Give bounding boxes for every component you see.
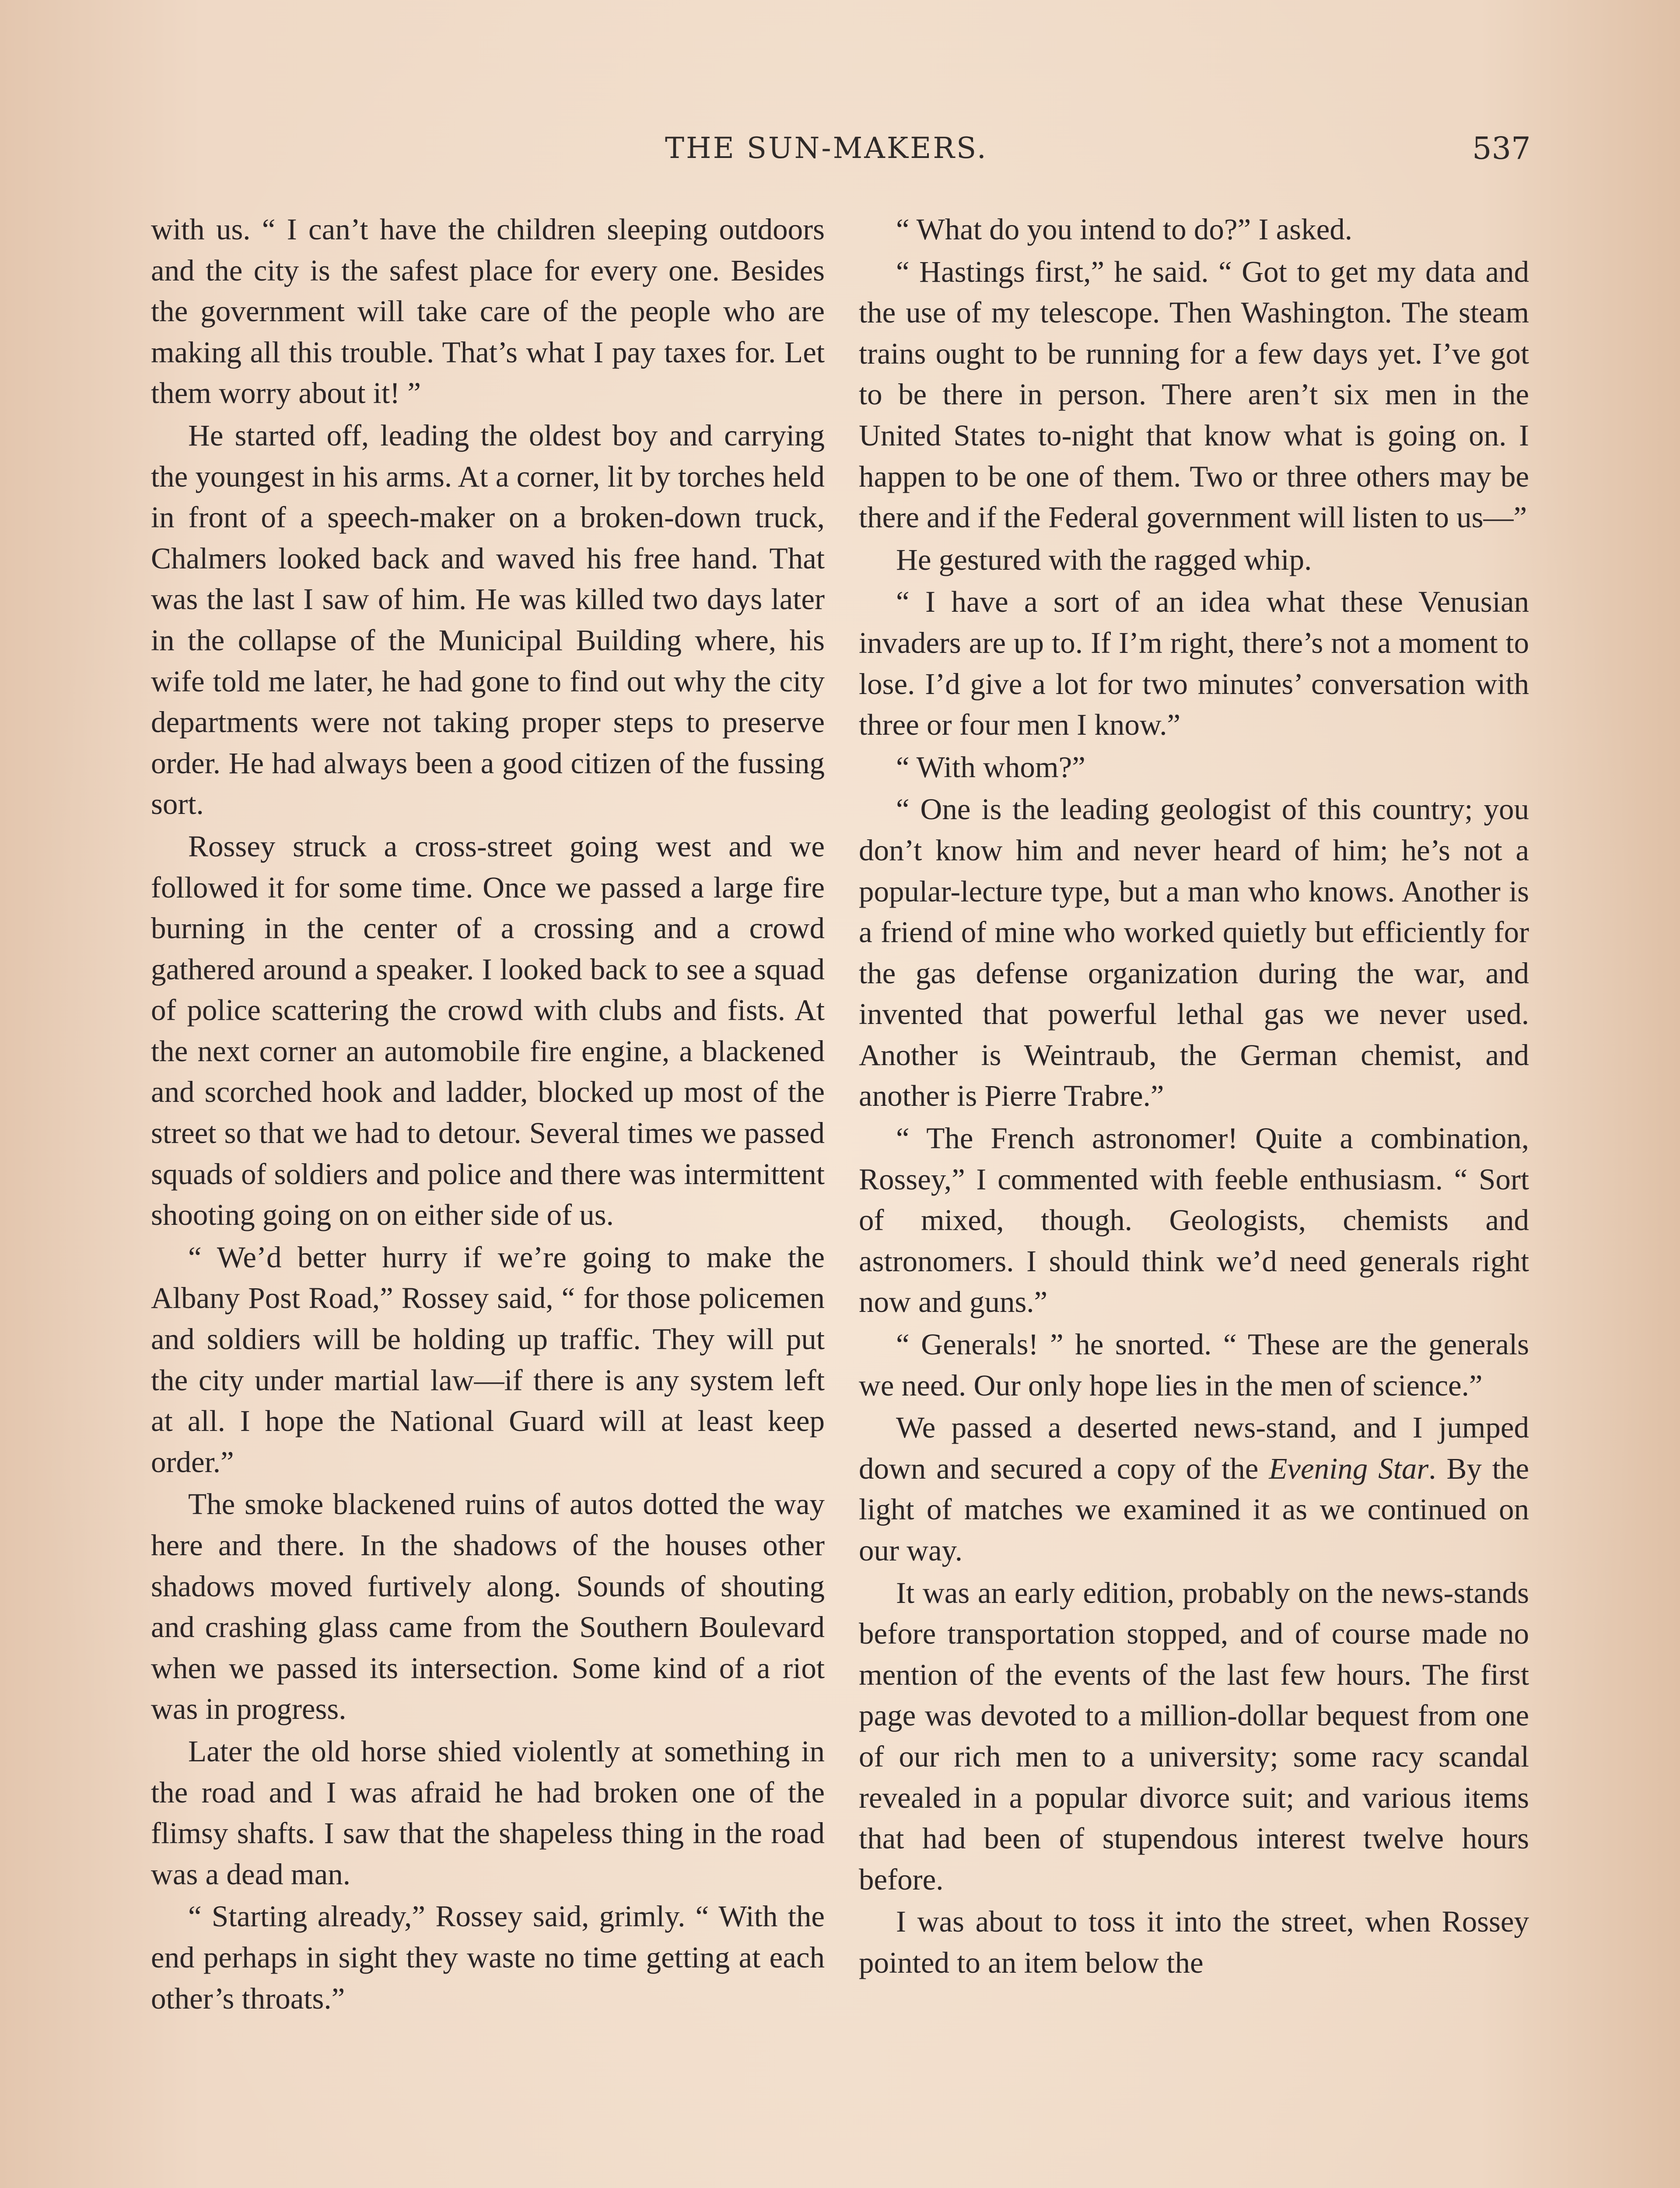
paragraph: “ With whom?” [896, 750, 1085, 784]
text-span: . By the light of matches we examined it as we continued on our way. [859, 1452, 1529, 1567]
paragraph: “ Generals! ” he snorted. “ These are the generals we need. Our only hope lies in the men of science.” [859, 1328, 1529, 1402]
paragraph-with-italic-title [859, 1407, 1529, 1571]
paragraph: Rossey struck a cross-street going west and we followed it for some time. Once we passed a large fire burning in the center of a crossing and a crowd gathered around a speaker. I looked back to see a squad of police scattering the crowd with clubs and fists. At the next corner an automobile fire engine, a blackened and scorched hook and ladder, blocked up most of the street so that we had to detour. Several times we passed squads of soldiers and police and there was intermittent shooting going on on either side of us. [151, 829, 825, 1232]
page-number: 537 [1472, 130, 1531, 166]
text-span: We passed a deserted news-stand, and I jumped down and secured a copy of the [859, 1411, 1529, 1485]
paragraph: “ Starting already,” Rossey said, grimly. “ With the end perhaps in sight they waste no time getting at each other’s throats.” [151, 1900, 825, 2015]
paragraph: Later the old horse shied violently at something in the road and I was afraid he had broken one of the flimsy shafts. I saw that the shapeless thing in the road was a dead man. [151, 1734, 825, 1891]
paragraph: “ Hastings first,” he said. “ Got to get my data and the use of my telescope. Then Washington. The steam trains ought to be running for a few days yet. I’ve got to be there in person. There aren’t six men in the United States to-night that know what is going on. I happen to be one of them. Two or three others may be there and if the Federal government will listen to us—” [859, 255, 1529, 534]
running-title: THE SUN-MAKERS. [665, 131, 988, 165]
paragraph: with us. “ I can’t have the children sleeping outdoors and the city is the safest place for every one. Besides the government will take care of the people who are making all this trouble. That’s what I pay taxes for. Let them worry about it! ” [151, 213, 825, 410]
paragraph: It was an early edition, probably on the news-stands before transportation stopped, and of course made no mention of the events of the last few hours. The first page was devoted to a million-dollar bequest from one of our rich men to a university; some racy scandal revealed in a popular divorce suit; and various items that had been of stupendous interest twelve hours before. [859, 1576, 1529, 1896]
right-column [859, 209, 1529, 1984]
left-column [151, 209, 825, 2019]
paragraph: “ The French astronomer! Quite a combination, Rossey,” I commented with feeble enthusiasm. “ Sort of mixed, though. Geologists, chemists and astronomers. I should think we’d need generals right now and guns.” [859, 1122, 1529, 1319]
paragraph: I was about to toss it into the street, when Rossey pointed to an item below the [859, 1905, 1529, 1979]
paragraph: “ One is the leading geologist of this country; you don’t know him and never heard of him; he’s not a popular-lecture type, but a man who knows. Another is a friend of mine who worked quietly but efficiently for the gas defense organization during the war, and invented that powerful lethal gas we never used. Another is Weintraub, the German chemist, and another is Pierre Trabre.” [859, 792, 1529, 1113]
paragraph: “ I have a sort of an idea what these Venusian invaders are up to. If I’m right, there’s not a moment to lose. I’d give a lot for two minutes’ conversation with three or four men I know.” [859, 585, 1529, 742]
paragraph: The smoke blackened ruins of autos dotted the way here and there. In the shadows of the houses other shadows moved furtively along. Sounds of shouting and crashing glass came from the Southern Boulevard when we passed its intersection. Some kind of a riot was in progress. [151, 1487, 825, 1726]
paragraph: “ What do you intend to do?” I asked. [896, 213, 1353, 246]
paragraph: “ We’d better hurry if we’re going to make the Albany Post Road,” Rossey said, “ for those policemen and soldiers will be holding up traffic. They will put the city under martial law—if there is any system left at all. I hope the National Guard will at least keep order.” [151, 1240, 825, 1479]
paragraph: He gestured with the ragged whip. [896, 543, 1312, 576]
paragraph: He started off, leading the oldest boy and carrying the youngest in his arms. At a corner, lit by torches held in front of a speech-maker on a broken-down truck, Chalmers looked back and waved his free hand. That was the last I saw of him. He was killed two days later in the collapse of the Municipal Building where, his wife told me later, he had gone to find out why the city departments were not taking proper steps to preserve order. He had always been a good citizen of the fussing sort. [151, 418, 825, 821]
newspaper-title: Evening Star [1269, 1452, 1429, 1485]
